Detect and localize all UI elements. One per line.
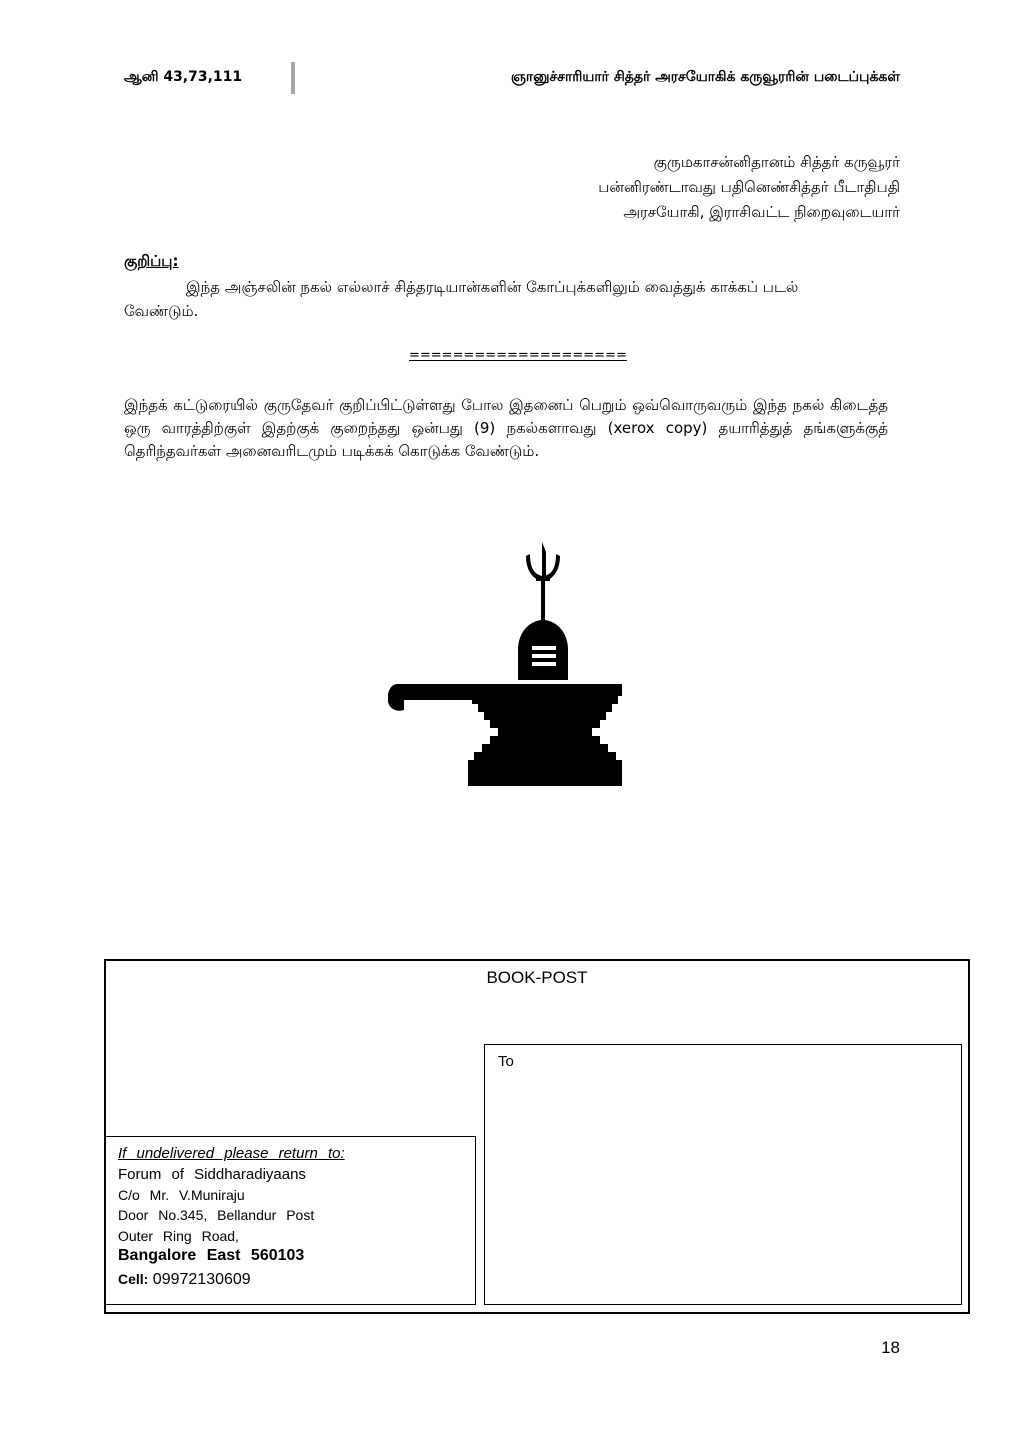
- signature-line-3: அரசயோகி, இராசிவட்ட நிறைவுடையார்: [623, 203, 900, 221]
- return-line-1: Forum of Siddharadiyaans: [118, 1166, 306, 1183]
- return-line-2: C/o Mr. V.Muniraju: [118, 1187, 245, 1203]
- signature-block: [598, 150, 900, 225]
- return-line-5: Bangalore East 560103: [118, 1247, 305, 1264]
- to-label: To: [498, 1053, 514, 1070]
- header-divider: [291, 62, 295, 94]
- note-paragraph: [124, 275, 814, 323]
- separator-line: ====================: [409, 348, 627, 363]
- cell-label: Cell:: [118, 1271, 149, 1287]
- book-post-title: BOOK-POST: [486, 968, 588, 987]
- to-address-box: [484, 1044, 962, 1305]
- header-left: ஆனி 43,73,111: [124, 69, 243, 85]
- cell-number: 09972130609: [152, 1271, 251, 1288]
- signature-line-1: குருமகாசன்னிதானம் சித்தர் கருவூரர்: [653, 153, 900, 171]
- note-text: இந்த அஞ்சலின் நகல் எல்லாச் சித்தரடியான்களின் கோப்புக்களிலும் வைத்துக் காக்கப் படல் வேண்டும்.: [124, 278, 799, 320]
- return-line-3: Door No.345, Bellandur Post: [118, 1207, 315, 1223]
- signature-line-2: பன்னிரண்டாவது பதினெண்சித்தர் பீடாதிபதி: [598, 178, 900, 196]
- instruction-paragraph: இந்தக் கட்டுரையில் குருதேவர் குறிப்பிட்டுள்ளது போல இதனைப் பெறும் ஒவ்வொருவரும் இந்த நகல் கிடைத்த ஒரு வாரத்திற்குள் இதற்குக் குறைந்தது ஒன்பது (9) நகல்களாவது (xerox copy) தயாரித்துத் தங்களுக்குத் தெரிந்தவர்கள் அனைவரிடமும் படிக்கக் கொடுக்க வேண்டும்.: [124, 396, 888, 460]
- return-line-4: Outer Ring Road,: [118, 1228, 239, 1244]
- return-cell: [118, 1271, 251, 1289]
- header-right: ஞானுச்சாரியார் சித்தர் அரசயோகிக் கருவூரரின் படைப்புக்கள்: [510, 69, 900, 85]
- note-title: குறிப்பு:: [124, 252, 179, 270]
- return-heading: If undelivered please return to:: [118, 1145, 345, 1162]
- shiva-lingam-trident-icon: [386, 538, 626, 788]
- page-number: 18: [881, 1338, 900, 1357]
